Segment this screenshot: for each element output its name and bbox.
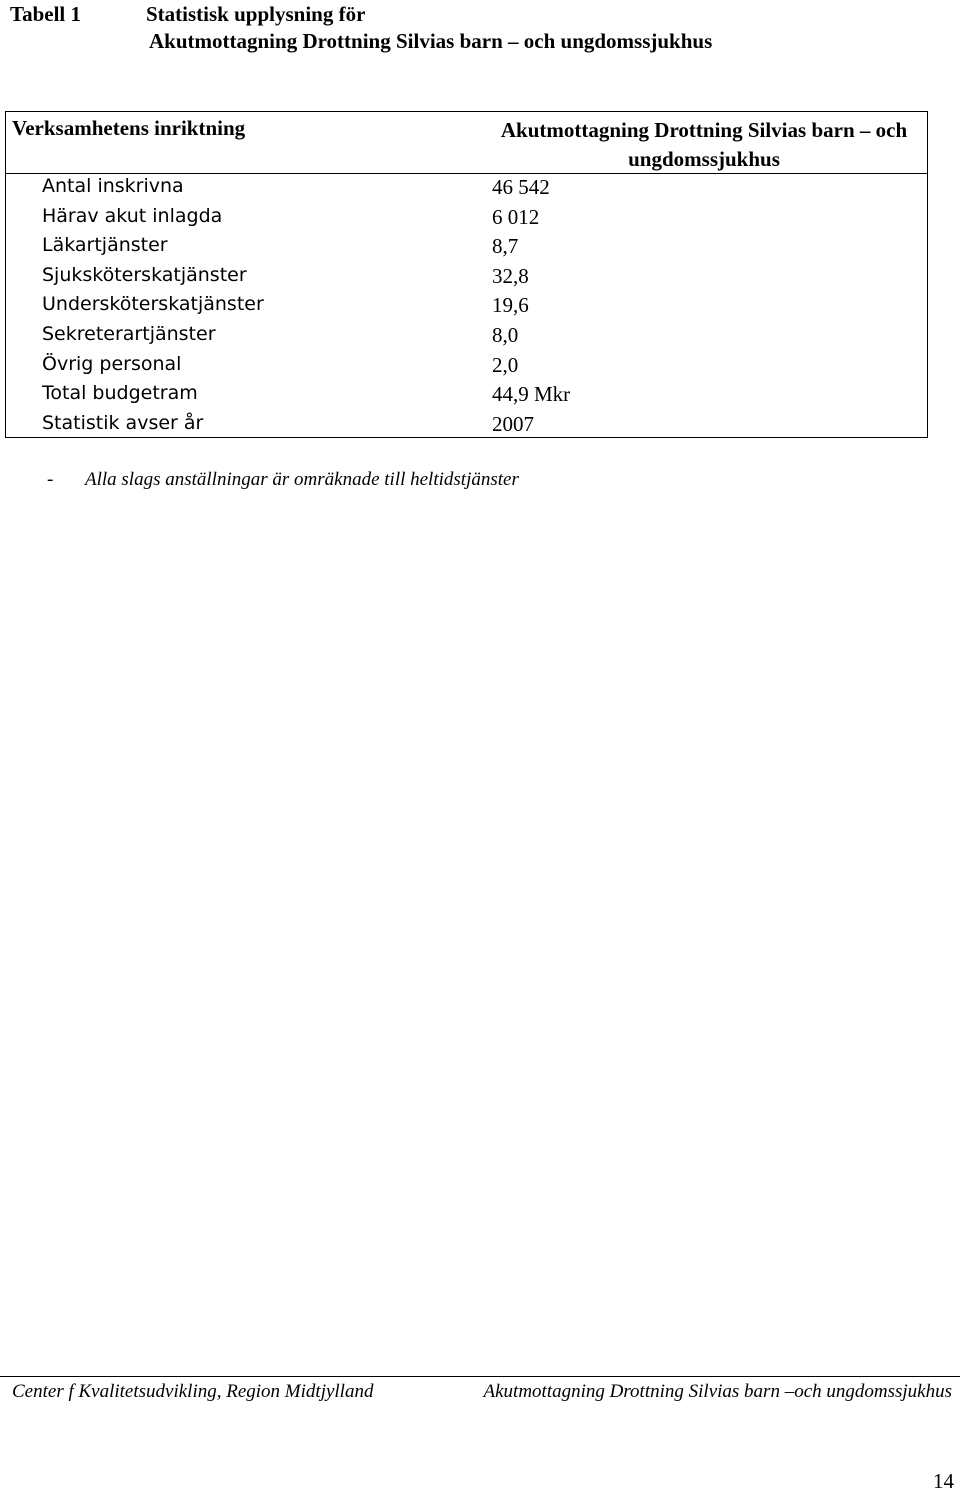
header-col1: Verksamhetens inriktning: [12, 116, 246, 140]
row-label: Härav akut inlagda: [42, 204, 223, 227]
footer-left-text: Center f Kvalitetsudvikling, Region Midtjylland: [12, 1381, 374, 1402]
table-row: [6, 351, 927, 381]
row-label: Övrig personal: [42, 352, 182, 375]
row-value: 19,6: [492, 293, 529, 318]
row-value: 6 012: [492, 204, 540, 229]
table-row: [6, 380, 927, 410]
table-row: [6, 410, 927, 440]
row-label: Statistik avser år: [42, 411, 204, 434]
footer-divider: [0, 1376, 960, 1377]
table-title-line2: Akutmottagning Drottning Silvias barn – och ungdomssjukhus: [149, 29, 713, 53]
row-value: 8,0: [492, 323, 519, 347]
row-value: 46 542: [492, 175, 550, 199]
table-row: [6, 173, 927, 203]
row-value: 2,0: [492, 352, 519, 377]
row-label: Antal inskrivna: [42, 175, 184, 197]
table-row: [6, 321, 927, 351]
row-value: 32,8: [492, 263, 529, 288]
table-row: [6, 232, 927, 262]
table-row: [6, 203, 927, 233]
row-label: Sjuksköterskatjänster: [42, 263, 247, 286]
row-value: 8,7: [492, 234, 519, 259]
row-label: Sekreterartjänster: [42, 323, 216, 345]
page-number: 14: [933, 1469, 954, 1493]
table-header-row: [6, 112, 927, 174]
table-label: Tabell 1: [10, 2, 81, 26]
table-title-line1: Statistisk upplysning för: [146, 2, 366, 26]
row-label: Undersköterskatjänster: [42, 293, 264, 316]
statistics-table: [5, 111, 928, 438]
header-col2: Akutmottagning Drottning Silvias barn – och ungdomssjukhus: [500, 118, 908, 171]
table-row: [6, 291, 927, 321]
footer-right-text: Akutmottagning Drottning Silvias barn –och ungdomssjukhus: [483, 1381, 952, 1402]
footnote-text: Alla slags anställningar är omräknade till heltidstjänster: [85, 469, 519, 490]
row-value: 2007: [492, 411, 534, 436]
table-row: [6, 262, 927, 292]
row-label: Läkartjänster: [42, 234, 168, 257]
row-value: 44,9 Mkr: [492, 382, 571, 407]
footnote-bullet: -: [47, 469, 54, 490]
row-label: Total budgetram: [42, 382, 198, 405]
